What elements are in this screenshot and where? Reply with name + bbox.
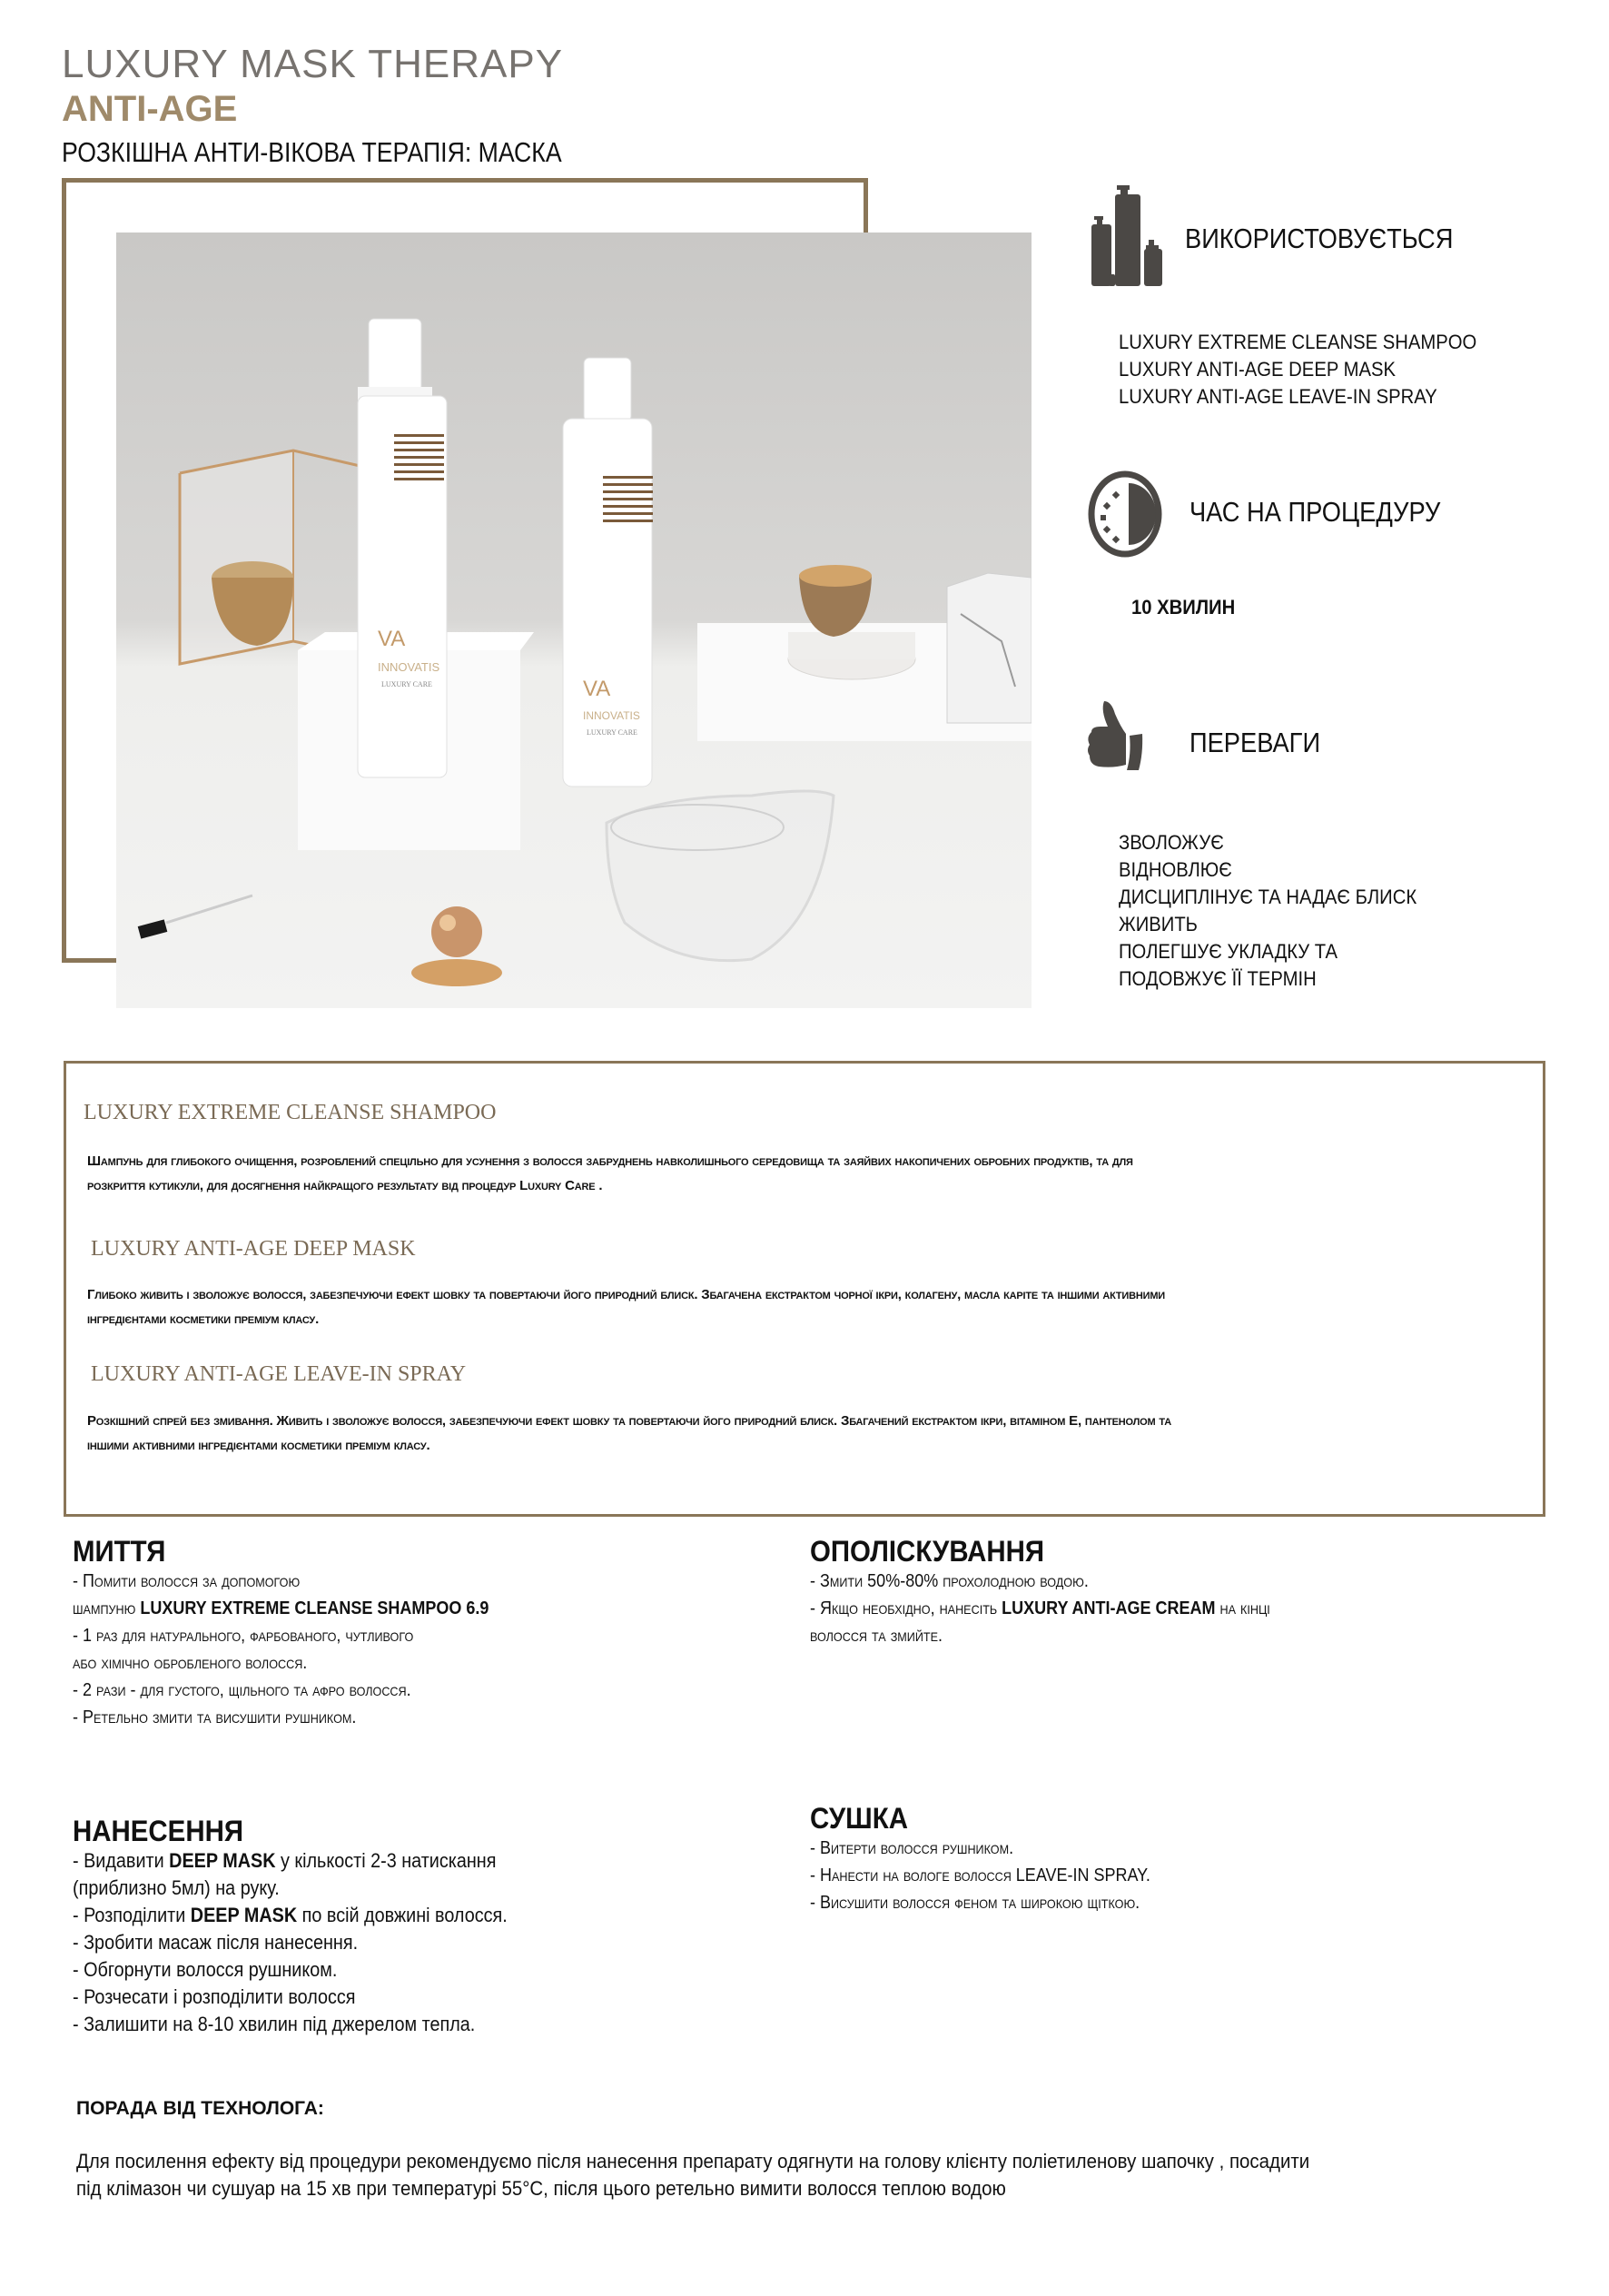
product-description: Шампунь для глибокого очищення, розроблений спецільно для усунення з волосся забруднень навколишнього середовища та заяйвих накопичених обробних продуктів, та для розкриття кутикули, для досягнення найкращого результату від процедур Luxury Care . [87, 1153, 1133, 1193]
brush [138, 896, 252, 939]
bottles-icon [1090, 182, 1162, 291]
tip-heading: ПОРАДА ВІД ТЕХНОЛОГА: [76, 2098, 324, 2119]
svg-text:LUXURY CARE: LUXURY CARE [381, 680, 432, 688]
application-heading: НАНЕСЕННЯ [73, 1815, 243, 1847]
product-title: LUXURY EXTREME CLEANSE SHAMPOO [84, 1101, 497, 1124]
svg-text:VA: VA [378, 627, 406, 651]
list-item: ЖИВИТЬ [1119, 913, 1198, 935]
washing-heading: МИТТЯ [73, 1535, 166, 1568]
list-item: ПОЛЕГШУЄ УКЛАДКУ ТА [1119, 940, 1338, 963]
bottle-cleanse-shampoo [563, 358, 653, 787]
list-item: ДИСЦИПЛІНУЄ ТА НАДАЄ БЛИСК [1119, 886, 1417, 908]
benefits-list [1119, 829, 1417, 993]
list-item: ЗВОЛОЖУЄ [1119, 831, 1224, 854]
list-item: LUXURY ANTI-AGE LEAVE-IN SPRAY [1119, 385, 1437, 408]
drying-steps: - Витерти волосся рушником. - Нанести на вологе волосся LEAVE-IN SPRAY. - Висушити волосся феном та широкою щіткою. [810, 1838, 1150, 1913]
list-item: LUXURY ANTI-AGE DEEP MASK [1119, 358, 1396, 381]
product-title: LUXURY ANTI-AGE LEAVE-IN SPRAY [91, 1362, 467, 1386]
svg-text:VA: VA [583, 677, 611, 701]
svg-text:INNOVATIS: INNOVATIS [378, 660, 440, 674]
time-value: 10 ХВИЛИН [1131, 596, 1236, 619]
list-item: ВІДНОВЛЮЄ [1119, 858, 1232, 881]
bottle-deep-mask [358, 319, 447, 777]
glass-bowl [607, 791, 834, 961]
product-description: Глибоко живить і зволожує волосся, забезпечуючи ефект шовку та повертаючи його природний блиск. Збагачена екстрактом чорної ікри, колагену, масла каріте та іншими активними інгредієнтами косметики преміум класу. [87, 1287, 1165, 1327]
washing-steps: - Помити волосся за допомогою шампуню LUXURY EXTREME CLEANSE SHAMPOO 6.9 - 1 раз для натурального, фарбованого, чутливого або хімічно обробленого волосся. - 2 рази - для густого, щільного та афро волосся. - Ретельно змити та висушити рушником. [73, 1571, 489, 1727]
gold-sphere [411, 906, 502, 986]
rinsing-steps: - Змити 50%-80% прохолодною водою. - Якщо необхідно, нанесіть LUXURY ANTI-AGE CREAM на кінці волосся та змийте. [810, 1571, 1270, 1646]
svg-text:LUXURY CARE: LUXURY CARE [587, 728, 637, 737]
used-heading: ВИКОРИСТОВУЄТЬСЯ [1185, 223, 1454, 254]
thumbs-up-icon [1086, 699, 1150, 777]
timer-icon [1086, 469, 1168, 564]
tip-text: Для посилення ефекту від процедури рекомендуємо після нанесення препарату одягнути на голову клієнту поліетиленову шапочку , посадити під клімазон чи сушуар на 15 хв при температурі 55°C, після цього ретельно вимити волосся теплою водою [76, 2150, 1310, 2200]
page-title: LUXURY MASK THERAPY [62, 42, 564, 86]
used-products-list [1119, 329, 1476, 411]
marble-block [947, 573, 1032, 723]
product-photo [116, 233, 1032, 1008]
rinsing-heading: ОПОЛІСКУВАННЯ [810, 1535, 1045, 1568]
svg-text:INNOVATIS: INNOVATIS [583, 709, 640, 722]
product-scene [116, 233, 1032, 1008]
product-description: Розкішний спрей без змивання. Живить і зволожує волосся, забезпечуючи ефект шовку та повертаючи його природний блиск. Збагачений екстрактом ікри, вітаміном Е, пантенолом та іншими активними інгредієнтами косметики преміум класу. [87, 1413, 1171, 1453]
benefits-heading: ПЕРЕВАГИ [1189, 727, 1321, 758]
time-heading: ЧАС НА ПРОЦЕДУРУ [1189, 496, 1441, 528]
list-item: LUXURY EXTREME CLEANSE SHAMPOO [1119, 331, 1477, 353]
copper-cup [788, 565, 915, 679]
list-item: ПОДОВЖУЄ ЇЇ ТЕРМІН [1119, 967, 1317, 990]
application-steps: - Видавити DEEP MASK у кількості 2-3 натискання (приблизно 5мл) на руку. - Розподілити DEEP MASK по всій довжині волосся. - Зробити масаж після нанесення. - Обгорнути волосся рушником. - Розчесати і розподілити волосся - Залишити на 8-10 хвилин під джерелом тепла. [73, 1849, 508, 2035]
drying-heading: СУШКА [810, 1802, 908, 1835]
product-title: LUXURY ANTI-AGE DEEP MASK [91, 1237, 416, 1261]
page-subtitle: ANTI-AGE [62, 89, 238, 129]
page-title-ukrainian: РОЗКІШНА АНТИ-ВІКОВА ТЕРАПІЯ: МАСКА [62, 136, 562, 168]
